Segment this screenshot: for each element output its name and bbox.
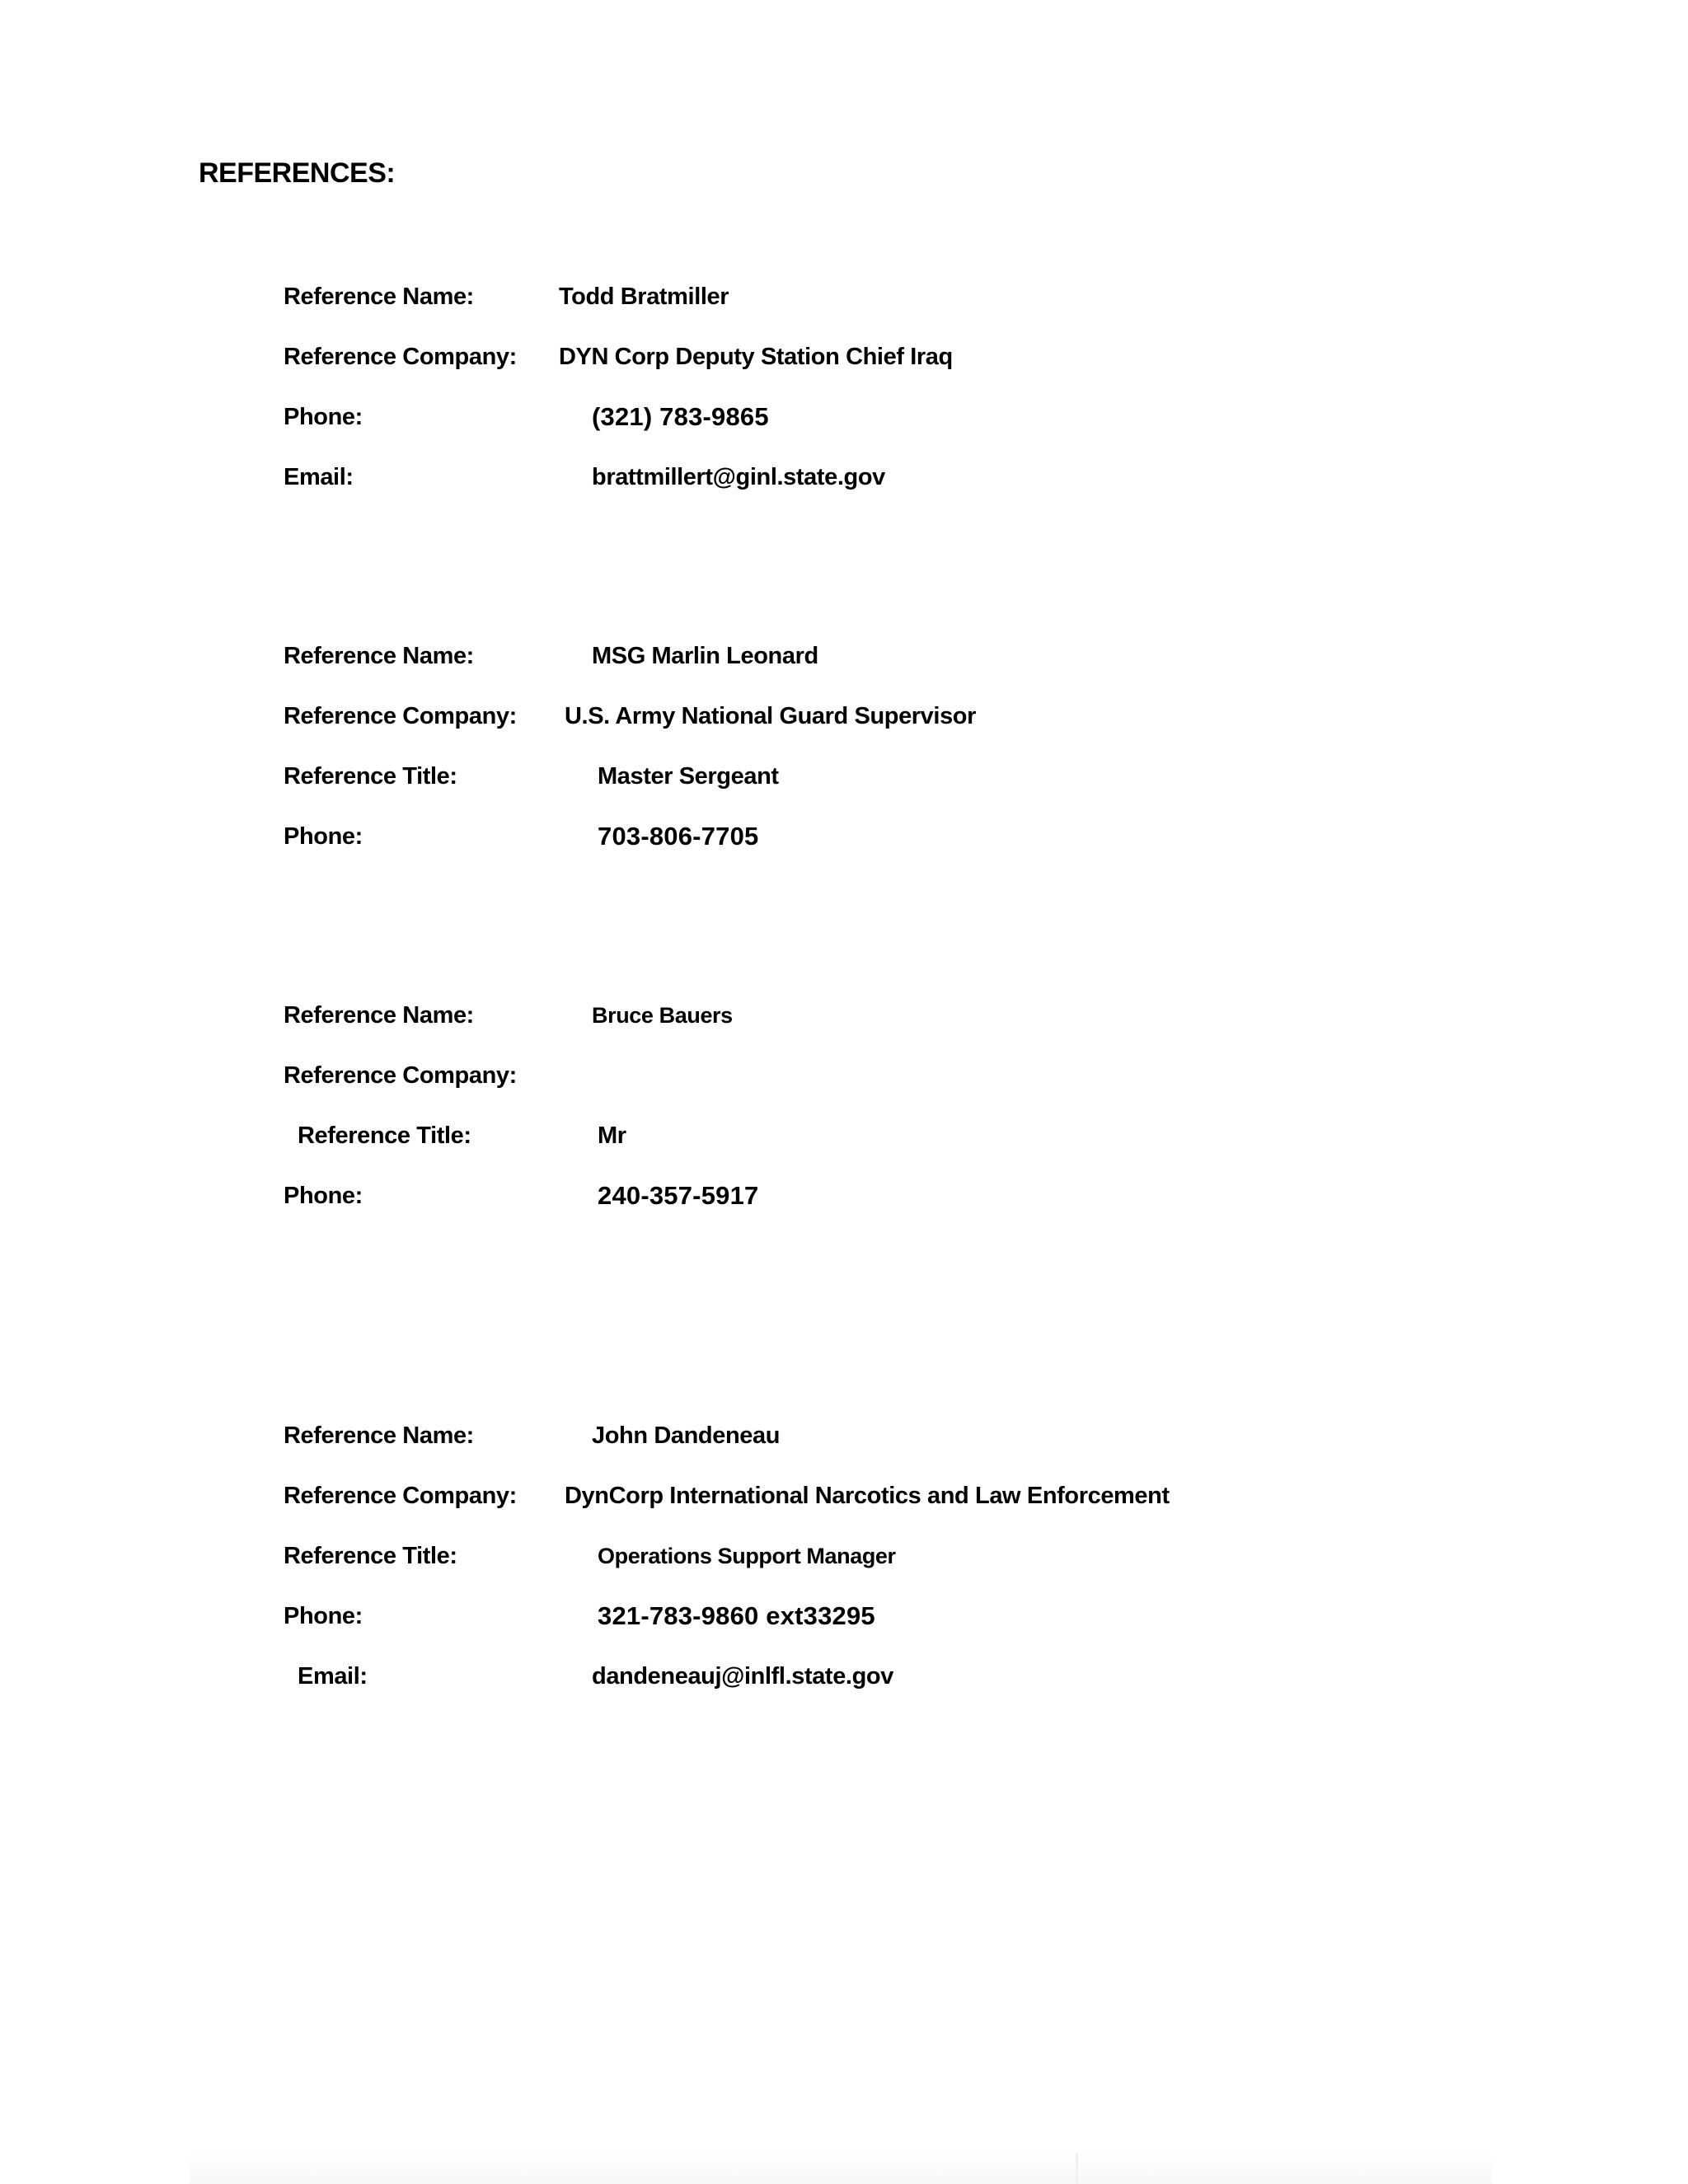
reference-title-row: [0, 757, 1688, 796]
reference-phone-row: [0, 1596, 1688, 1636]
reference-phone-value: (321) 783-9865: [592, 402, 769, 431]
reference-email-value: dandeneauj@inlfl.state.gov: [592, 1663, 893, 1690]
reference-email-label: Email:: [298, 1663, 368, 1690]
reference-company-row: [0, 696, 1688, 736]
reference-title-value: Mr: [598, 1122, 626, 1149]
references-heading: REFERENCES:: [199, 157, 396, 189]
reference-company-label: Reference Company:: [284, 1483, 517, 1509]
reference-company-row: [0, 337, 1688, 377]
reference-email-label: Email:: [284, 464, 354, 490]
reference-title-label: Reference Title:: [284, 763, 457, 790]
reference-phone-value: 703-806-7705: [598, 822, 759, 851]
reference-name-value: John Dandeneau: [592, 1422, 781, 1449]
reference-company-value: DynCorp International Narcotics and Law Enforcement: [565, 1483, 1170, 1509]
reference-name-row: [0, 996, 1688, 1035]
reference-phone-label: Phone:: [284, 404, 363, 430]
reference-title-row: [0, 1536, 1688, 1576]
reference-phone-label: Phone:: [284, 1603, 363, 1629]
reference-name-row: [0, 277, 1688, 316]
reference-name-row: [0, 1416, 1688, 1455]
reference-phone-row: [0, 817, 1688, 856]
reference-title-value: Operations Support Manager: [598, 1544, 896, 1568]
reference-company-row: [0, 1056, 1688, 1095]
reference-email-row: [0, 1657, 1688, 1696]
reference-phone-label: Phone:: [284, 823, 363, 850]
scan-bottom-shading: [190, 2151, 1492, 2184]
reference-title-label: Reference Title:: [284, 1543, 457, 1569]
reference-name-row: [0, 636, 1688, 676]
reference-phone-value: 321-783-9860 ext33295: [598, 1601, 875, 1630]
reference-company-label: Reference Company:: [284, 344, 517, 370]
reference-phone-value: 240-357-5917: [598, 1181, 759, 1210]
reference-company-value: U.S. Army National Guard Supervisor: [565, 703, 976, 729]
reference-phone-row: [0, 1176, 1688, 1216]
reference-title-row: [0, 1116, 1688, 1155]
reference-name-label: Reference Name:: [284, 1002, 474, 1029]
reference-name-label: Reference Name:: [284, 1422, 474, 1449]
reference-company-label: Reference Company:: [284, 703, 517, 729]
reference-company-value: DYN Corp Deputy Station Chief Iraq: [559, 344, 953, 370]
reference-company-row: [0, 1476, 1688, 1516]
reference-title-label: Reference Title:: [298, 1122, 471, 1149]
reference-phone-row: [0, 397, 1688, 437]
reference-email-row: [0, 457, 1688, 497]
reference-title-value: Master Sergeant: [598, 763, 779, 790]
reference-email-value: brattmillert@ginl.state.gov: [592, 464, 885, 490]
reference-name-label: Reference Name:: [284, 284, 474, 310]
reference-company-label: Reference Company:: [284, 1062, 517, 1089]
scan-fold-mark: [1076, 2153, 1078, 2184]
reference-name-value: Bruce Bauers: [592, 1003, 733, 1028]
reference-name-label: Reference Name:: [284, 643, 474, 669]
reference-name-value: Todd Bratmiller: [559, 284, 729, 310]
reference-name-value: MSG Marlin Leonard: [592, 643, 818, 669]
reference-phone-label: Phone:: [284, 1183, 363, 1209]
